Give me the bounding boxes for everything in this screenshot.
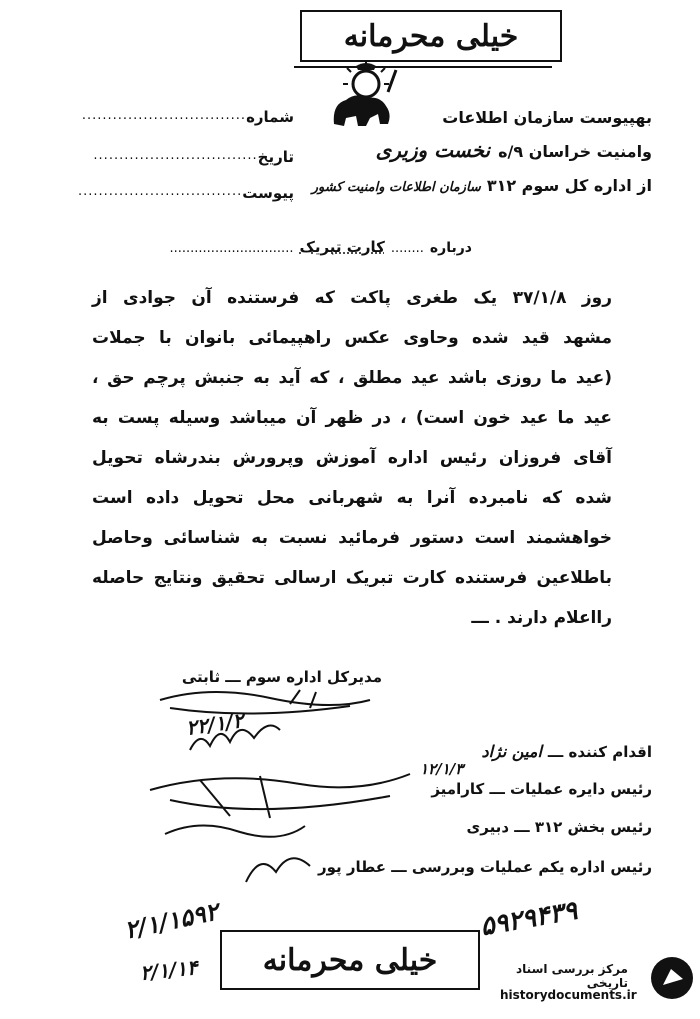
lion-and-sun-emblem xyxy=(326,62,400,132)
director-signature-line: مدیرکل اداره سوم ـــ ثابتی xyxy=(181,668,382,686)
confidential-stamp-top: خیلی محرمانه xyxy=(300,10,562,62)
number-label: شماره xyxy=(246,108,294,126)
header-line-3-handwritten: سازمان اطلاعات وامنیت کشور xyxy=(311,180,481,195)
header-line-2-handwritten: نخست وزیری xyxy=(375,138,491,162)
body-line-7: خواهشمند است دستور فرمائید نسبت به شناسائی وحاصل xyxy=(92,528,612,548)
watermark-title: مرکز بررسی اسناد تاریخی xyxy=(516,962,628,990)
body-line-9: رااعلام دارند . ـــ xyxy=(471,608,612,628)
handwritten-number-2: ۱۲/۱/۳ xyxy=(420,760,464,778)
watermark-url[interactable]: historydocuments.ir xyxy=(500,988,637,1002)
date-label: تاریخ xyxy=(257,148,294,166)
subject-label: درباره xyxy=(429,240,472,256)
ops1-head-signature-scribble xyxy=(240,842,320,890)
body-line-3: (عید ما روزی باشد عید مطلق ، که آید به جنبش پرچم حق ، xyxy=(92,368,612,388)
handwritten-number-4: ۲/۱/۱۴ xyxy=(138,955,199,985)
section-head-line: رئیس بخش ۳۱۲ ـــ دبیری xyxy=(466,818,652,836)
confidential-stamp-bottom: خیلی محرمانه xyxy=(220,930,480,990)
header-line-1: بهپیوست سازمان اطلاعات xyxy=(442,108,652,127)
watermark-badge-icon xyxy=(649,955,695,1001)
ops-head-line: رئیس دایره عملیات ـــ کارامیز xyxy=(431,780,652,798)
header-line-2: وامنیت خراسان ۹/ه xyxy=(498,142,652,161)
body-line-2: مشهد قید شده وحاوی عکس راهپیمائی بانوان با جملات xyxy=(92,328,612,348)
action-officer-handwritten: امین نژاد xyxy=(481,742,542,761)
body-line-1: روز ۳۷/۱/۸ یک طغری پاکت که فرستنده آن جوادی از xyxy=(92,288,612,308)
date-field-dots: ................................ xyxy=(93,148,258,163)
handwritten-number-3: ۲/۱/۱۵۹۲ xyxy=(122,896,221,945)
handwritten-number-5: ۵۹۲۹۴۳۹ xyxy=(478,895,580,943)
body-line-6: شده که نامبرده آنرا به شهربانی محل تحویل داده است xyxy=(92,488,612,508)
body-line-8: باطلاعین فرستنده کارت تبریک ارسالی تحقیق ونتایج حاصله xyxy=(92,568,612,588)
attachment-label: پیوست xyxy=(242,184,294,202)
header-line-3: از اداره کل سوم ۳۱۲ xyxy=(486,176,652,195)
handwritten-number-1: ۲۲/۱/۲ xyxy=(184,708,245,740)
number-field-dots: ................................ xyxy=(81,108,247,123)
subject-value: کارت تبریک xyxy=(299,238,385,256)
body-line-4: عید ما عید خون است) ، در ظهر آن میباشد وسیله پست به xyxy=(92,408,612,428)
body-line-5: آقای فروزان رئیس اداره آموزش وپرورش بندرشاه تحویل xyxy=(92,448,612,468)
attachment-field-dots: ................................ xyxy=(77,184,243,199)
ops1-head-line: رئیس اداره یکم عملیات وبررسی ـــ عطار پور xyxy=(317,858,652,876)
action-officer-label: اقدام کننده ـــ xyxy=(547,743,652,761)
